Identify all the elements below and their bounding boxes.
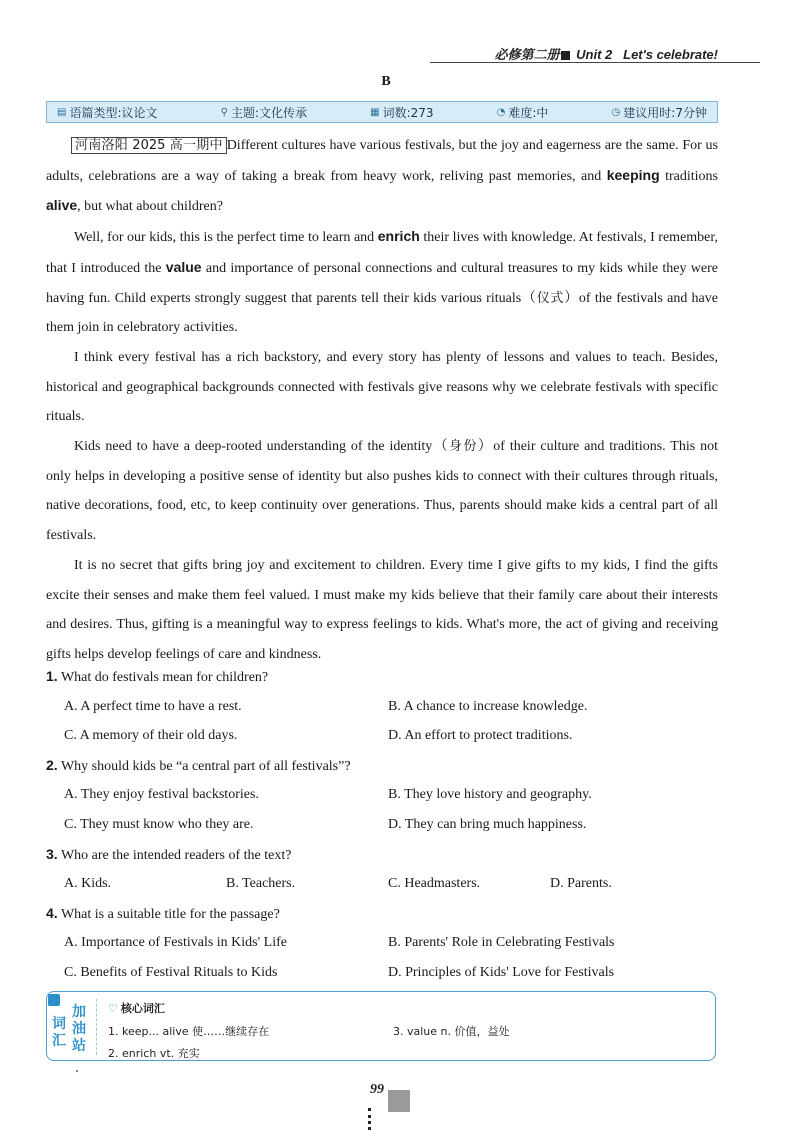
keyword: alive	[46, 197, 78, 214]
option: D. Principles of Kids' Love for Festivals	[388, 964, 615, 980]
paragraph-1: 河南洛阳 2025 高一期中 Different cultures have various festivals, but the joy and eagerness are the same. For us adults, celebrations are a way of taking a break from heavy work, reliving past memories, and keeping traditions alive, but what about children?	[46, 138, 718, 215]
vocabulary-tab	[48, 1000, 92, 1058]
info-genre-text: 语篇类型:议论文	[69, 105, 158, 120]
option-group	[46, 869, 726, 899]
unit-title: Let's celebrate!	[623, 47, 718, 62]
option: A. A perfect time to have a rest.	[64, 698, 242, 714]
question-stem: 4. What is a suitable title for the passage?	[46, 904, 280, 922]
option: A. Kids.	[64, 876, 112, 892]
vocabulary-divider	[96, 999, 97, 1055]
gloss: 仪式	[536, 290, 565, 306]
paragraph-5: It is no secret that gifts bring joy and excitement to children. Every time I give gifts to my kids, I find the gifts excite their senses and make them feel valued. I must make my kids believe that their family care about their interests and desires. Thus, gifting is a meaningful way to express feelings to kids. What's more, the act of giving and receiving gifts helps develop feelings of care and kindness.	[46, 557, 718, 662]
document-icon: ▤	[57, 106, 67, 118]
option-group	[46, 692, 726, 751]
paragraph-3: I think every festival has a rich backstory, and every story has plenty of lessons and values to teach. Besides, historical and geographical backgrounds connected with festivals give reasons why we celebrate festivals with specific rituals.	[46, 349, 718, 425]
question-stem: 3. Who are the intended readers of the text?	[46, 845, 292, 863]
info-difficulty-text: 难度:中	[508, 105, 549, 120]
info-word-count	[370, 104, 433, 121]
unit-number: Unit 2	[576, 47, 613, 62]
page-number-block	[388, 1090, 410, 1112]
keyword: enrich	[377, 228, 420, 245]
option: C. A memory of their old days.	[64, 728, 238, 744]
vocabulary-item: 2. enrich vt. 充实	[108, 1047, 200, 1060]
header-rule	[430, 62, 760, 63]
vocabulary-item: 1. keep... alive 使……继续存在	[108, 1025, 270, 1038]
book-name: 必修第二册	[494, 47, 560, 62]
keyword: value	[165, 258, 202, 275]
option: C. They must know who they are.	[64, 816, 254, 832]
difficulty-icon: ◔	[496, 106, 506, 118]
info-theme-text: 主题:文化传承	[230, 105, 307, 120]
info-difficulty	[497, 104, 549, 121]
question-list	[46, 662, 726, 988]
option-group	[46, 928, 726, 987]
option: A. They enjoy festival backstories.	[64, 787, 259, 803]
keyword: keeping	[606, 166, 660, 183]
info-word-count-text: 词数:273	[382, 105, 434, 120]
option: B. Parents' Role in Celebrating Festivals	[388, 935, 615, 951]
option-group	[46, 780, 726, 839]
info-time	[612, 104, 707, 121]
option: C. Benefits of Festival Rituals to Kids	[64, 964, 278, 980]
info-genre	[57, 104, 158, 121]
vocabulary-item: 3. value n. 价值，益处	[393, 1025, 510, 1038]
clock-icon: ◷	[611, 106, 621, 118]
option: A. Importance of Festivals in Kids' Life	[64, 935, 287, 951]
option: C. Headmasters.	[388, 876, 481, 892]
gloss: 身份	[449, 439, 478, 455]
option: B. Teachers.	[226, 876, 296, 892]
dotted-line	[368, 1108, 375, 1130]
page-number: 99	[370, 1082, 384, 1097]
info-time-text: 建议用时:7分钟	[623, 105, 707, 120]
question-stem: 2. Why should kids be “a central part of all festivals”?	[46, 756, 351, 774]
flag-icon	[48, 994, 60, 1006]
heart-icon: ♡	[108, 1002, 118, 1015]
info-theme	[221, 104, 307, 121]
question-stem: 1. What do festivals mean for children?	[46, 668, 269, 685]
paragraph-4: Kids need to have a deep-rooted understanding of the identity（身份）of their culture and traditions. This not only helps in developing a positive sense of identity but also pushes kids to connect with their cultures through rituals, native decorations, food, etc, to keep continuity over generations. Thus, parents should make kids a central part of all festivals.	[46, 439, 718, 544]
word-count-icon: ▦	[370, 106, 380, 118]
reading-passage	[46, 131, 718, 670]
option: B. A chance to increase knowledge.	[388, 698, 588, 714]
section-label: B	[381, 74, 391, 89]
running-header	[495, 44, 718, 63]
passage-info-bar	[46, 101, 718, 123]
vocabulary-tab-label-1: 词汇	[52, 1016, 66, 1049]
search-icon: ⚲	[220, 106, 228, 118]
option: B. They love history and geography.	[388, 787, 592, 803]
vocabulary-tab-label-2: 加油站	[72, 1004, 86, 1054]
paragraph-2: Well, for our kids, this is the perfect time to learn and enrich their lives with knowledge. At festivals, I remember, that I introduced the value and importance of personal connections and cultural treasures to my kids while they were having fun. Child experts strongly suggest that parents tell their kids various rituals（仪式）of the festivals and have them join in celebratory activities.	[46, 228, 718, 336]
square-icon	[561, 51, 570, 60]
decorative-dot	[76, 1070, 78, 1072]
option: D. Parents.	[550, 876, 612, 892]
option: D. They can bring much happiness.	[388, 816, 587, 832]
vocabulary-title: ♡ 核心词汇	[108, 1002, 165, 1015]
source-tag: 河南洛阳 2025 高一期中	[71, 137, 227, 154]
option: D. An effort to protect traditions.	[388, 728, 573, 744]
